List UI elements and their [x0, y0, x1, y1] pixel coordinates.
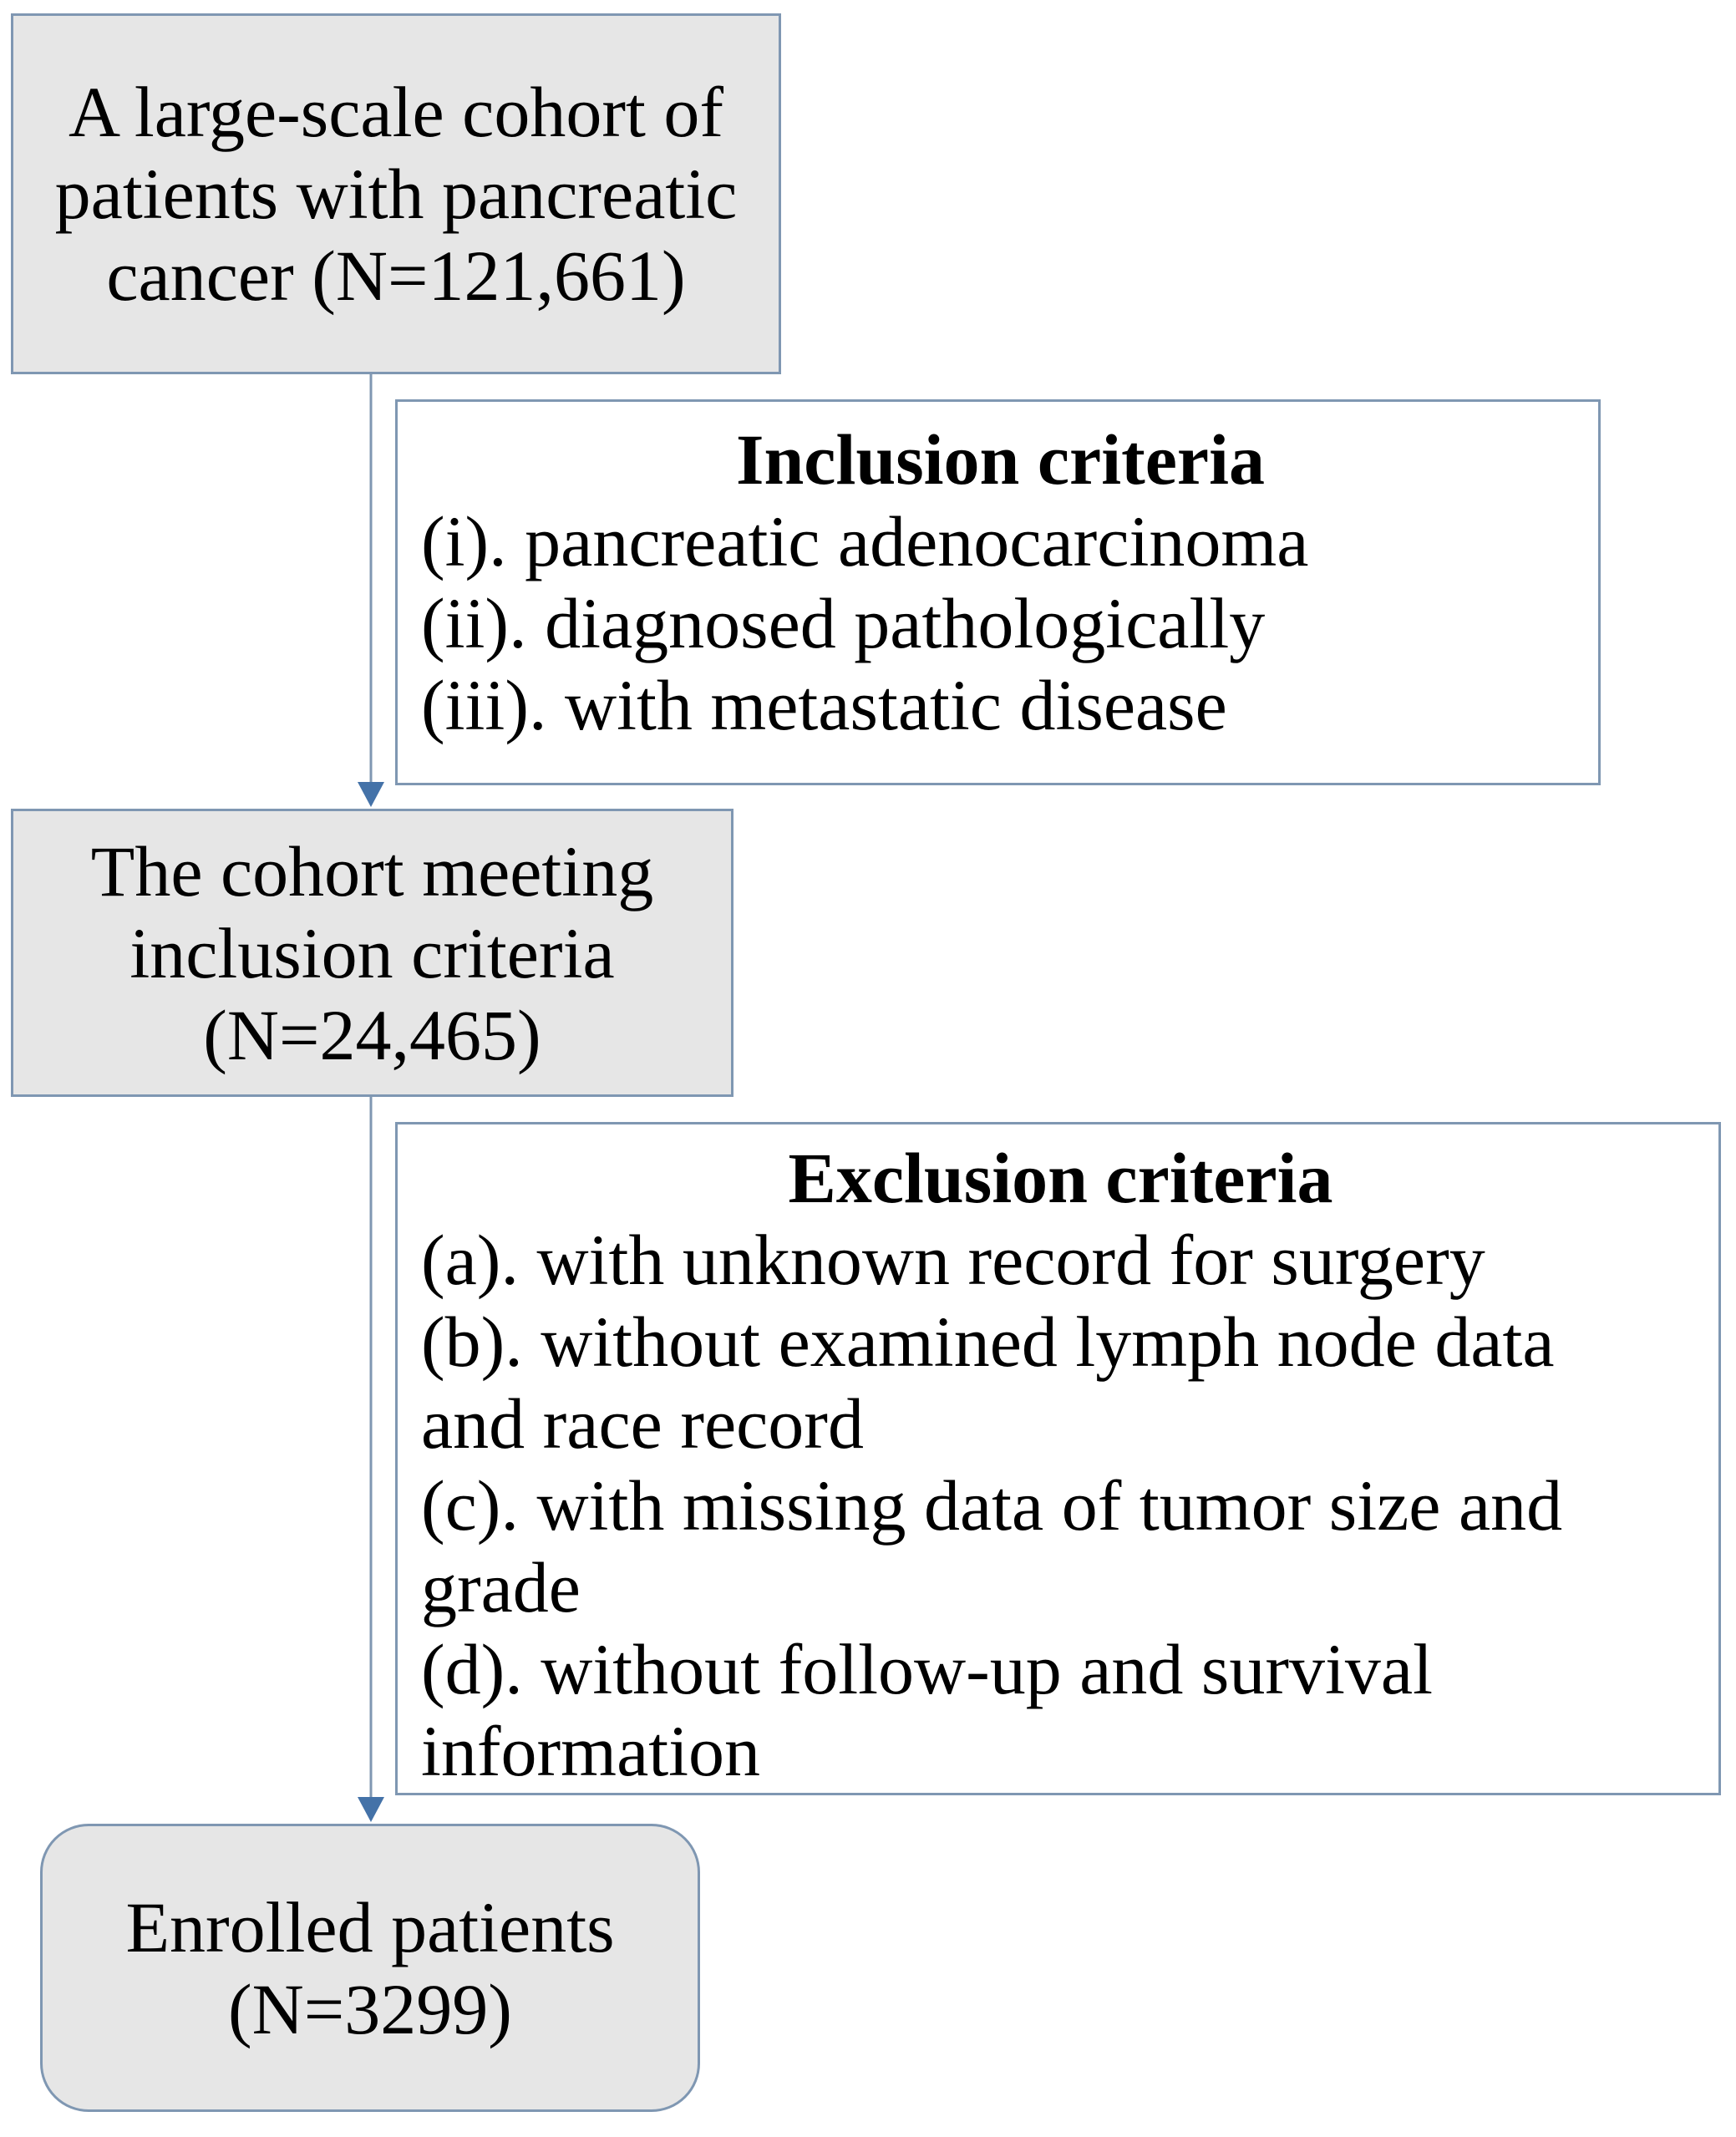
cohort-text-line: A large-scale cohort of: [68, 72, 724, 152]
exclusion-criteria-line: (a). with unknown record for surgery: [421, 1220, 1485, 1300]
arrowhead-to-enrolled: [358, 1797, 384, 1822]
exclusion-criteria-line: grade: [421, 1547, 581, 1627]
exclusion-criteria-line: (b). without examined lymph node data: [421, 1302, 1555, 1382]
exclusion-criteria-box: [395, 1122, 1721, 1795]
enrolled-text-line: Enrolled patients: [125, 1886, 615, 1967]
inclusion-cohort-text-line: inclusion criteria: [129, 912, 615, 993]
inclusion-cohort-text-line: The cohort meeting: [90, 830, 654, 911]
inclusion-criteria-item: (ii). diagnosed pathologically: [421, 583, 1266, 663]
exclusion-criteria-line: and race record: [421, 1383, 864, 1464]
exclusion-criteria-title: Exclusion criteria: [788, 1138, 1333, 1218]
exclusion-criteria-line: (c). with missing data of tumor size and: [421, 1465, 1563, 1546]
arrowhead-to-inclusion: [358, 782, 384, 807]
enrolled-text-line: (N=3299): [228, 1968, 512, 2049]
cohort-text-line: patients with pancreatic: [54, 154, 738, 234]
inclusion-criteria-title: Inclusion criteria: [736, 419, 1265, 500]
cohort-box: [11, 13, 781, 374]
inclusion-cohort-box: [11, 809, 733, 1097]
exclusion-criteria-line: information: [421, 1711, 761, 1791]
exclusion-criteria-line: (d). without follow-up and survival: [421, 1629, 1433, 1709]
cohort-text-line: cancer (N=121,661): [106, 236, 686, 316]
inclusion-criteria-item: (i). pancreatic adenocarcinoma: [421, 501, 1309, 581]
inclusion-cohort-text-line: (N=24,465): [203, 994, 541, 1075]
enrolled-patients-box: [40, 1824, 700, 2112]
inclusion-criteria-item: (iii). with metastatic disease: [421, 665, 1227, 745]
inclusion-criteria-box: [395, 399, 1601, 785]
